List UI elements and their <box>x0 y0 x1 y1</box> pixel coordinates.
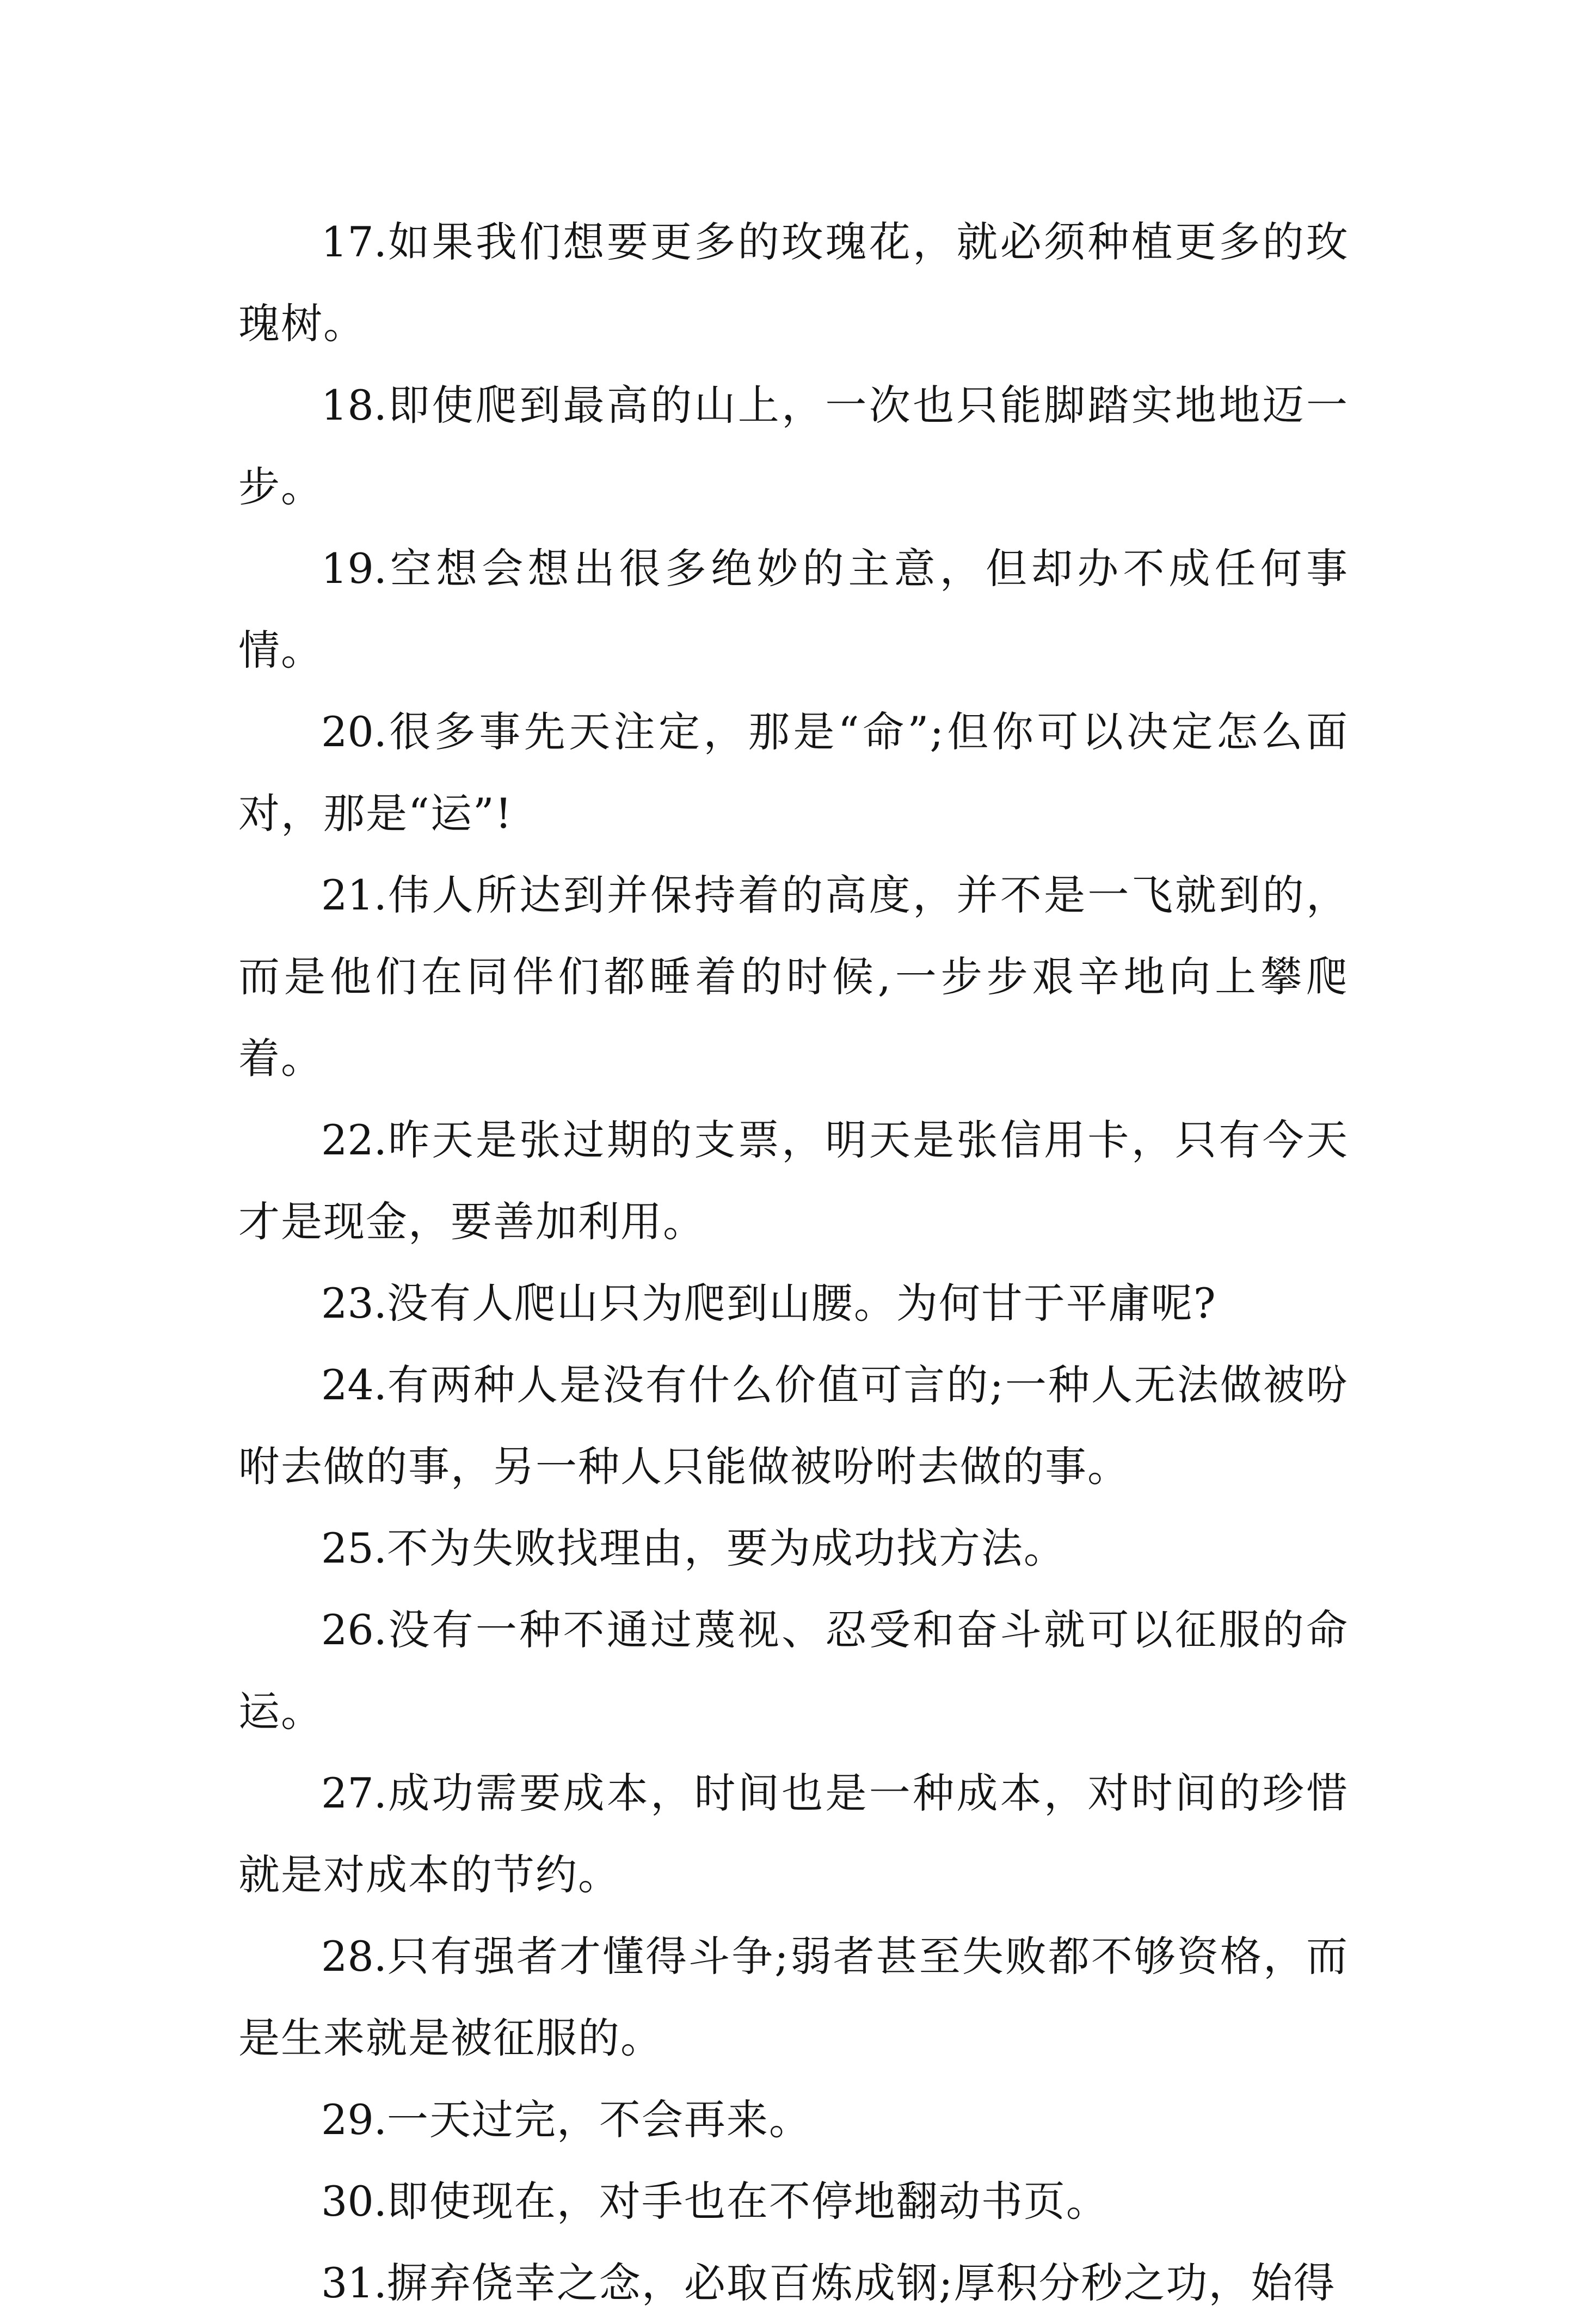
quote-item <box>238 691 1349 854</box>
quote-list <box>238 201 1349 2324</box>
item-text: 不为失败找理由，要为成功找方法。 <box>386 1524 1066 1572</box>
item-number: 23. <box>321 1279 387 1327</box>
item-number: 18. <box>321 381 387 429</box>
item-text: 空想会想出很多绝妙的主意，但却办不成任何事情。 <box>238 544 1349 674</box>
quote-item <box>238 1099 1349 1263</box>
quote-item <box>238 365 1349 528</box>
quote-item <box>238 1916 1349 2079</box>
item-text: 没有人爬山只为爬到山腰。为何甘于平庸呢? <box>386 1279 1217 1327</box>
item-number: 31. <box>321 2259 387 2307</box>
item-text: 没有一种不通过蔑视、忍受和奋斗就可以征服的命运。 <box>238 1606 1349 1736</box>
item-text: 伟人所达到并保持着的高度，并不是一飞就到的，而是他们在同伴们都睡着的时候,一步步艰辛地向上攀爬着。 <box>238 871 1349 1083</box>
item-text: 如果我们想要更多的玫瑰花，就必须种植更多的玫瑰树。 <box>238 218 1349 348</box>
item-text: 成功需要成本，时间也是一种成本，对时间的珍惜就是对成本的节约。 <box>238 1769 1349 1899</box>
item-text: 一天过完，不会再来。 <box>386 2095 811 2144</box>
item-number: 20. <box>321 708 387 756</box>
item-number: 30. <box>321 2177 387 2225</box>
item-number: 26. <box>321 1606 387 1654</box>
item-text: 有两种人是没有什么价值可言的;一种人无法做被吩咐去做的事，另一种人只能做被吩咐去做的事。 <box>238 1361 1349 1491</box>
quote-item <box>238 201 1349 365</box>
item-number: 24. <box>321 1361 387 1409</box>
quote-item <box>238 1589 1349 1753</box>
item-text: 昨天是张过期的支票，明天是张信用卡，只有今天才是现金，要善加利用。 <box>238 1116 1349 1246</box>
quote-item <box>238 854 1349 1099</box>
item-text: 即使爬到最高的山上，一次也只能脚踏实地地迈一步。 <box>238 381 1349 511</box>
quote-item <box>238 1508 1349 1589</box>
item-number: 22. <box>321 1116 387 1164</box>
item-number: 19. <box>321 544 387 593</box>
item-text: 摒弃侥幸之念，必取百炼成钢;厚积分秒之功，始得 <box>386 2259 1336 2307</box>
quote-item <box>238 1753 1349 1916</box>
item-text: 只有强者才懂得斗争;弱者甚至失败都不够资格，而是生来就是被征服的。 <box>238 1932 1349 2062</box>
item-number: 21. <box>321 871 387 919</box>
quote-item <box>238 2242 1349 2324</box>
item-number: 25. <box>321 1524 387 1572</box>
item-number: 27. <box>321 1769 387 1817</box>
quote-item <box>238 1344 1349 1508</box>
quote-item <box>238 2079 1349 2161</box>
quote-item <box>238 2161 1349 2242</box>
item-number: 29. <box>321 2095 387 2144</box>
quote-item <box>238 528 1349 691</box>
item-number: 17. <box>321 218 387 266</box>
quote-item <box>238 1263 1349 1344</box>
item-text: 很多事先天注定，那是“命”;但你可以决定怎么面对，那是“运”! <box>238 708 1349 838</box>
item-text: 即使现在，对手也在不停地翻动书页。 <box>386 2177 1109 2225</box>
item-number: 28. <box>321 1932 387 1981</box>
